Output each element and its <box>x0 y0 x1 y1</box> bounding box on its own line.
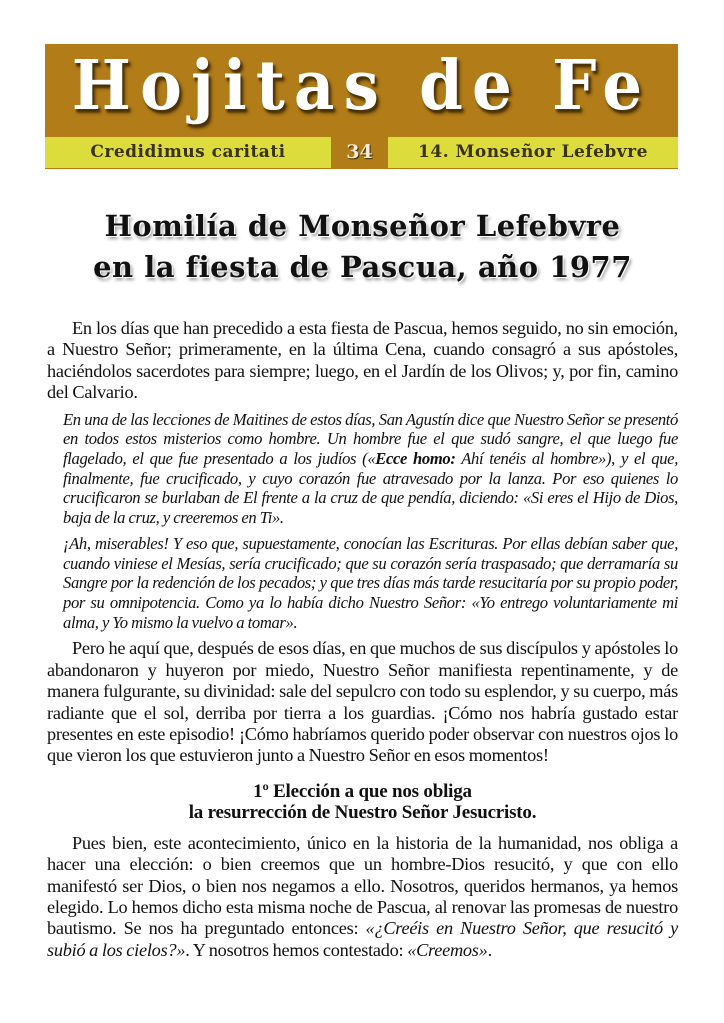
quote-block-2: ¡Ah, miserables! Y eso que, supuestamente, conocían las Escrituras. Por ellas debían saber que, cuando viniese el Mesías, sería crucificado; que su corazón sería traspasado; que derramaría su Sangre por la redención de los pecados; y que tres días más tarde resucitaría por su propio poder, por su omnipotencia. Como ya lo había dicho Nuestro Señor: «Yo entrego voluntariamente mi alma, y Yo mismo la vuelvo a tomar». <box>63 533 678 632</box>
quote-block-1 <box>63 410 678 528</box>
paragraph-2: Pero he aquí que, después de esos días, en que muchos de sus discípulos y apóstoles lo abandonaron y huyeron por miedo, Nuestro Señor manifiesta repentinamente, y de manera fulgurante, su divinidad: sale del sepulcro con todo su esplendor, y su cuerpo, más radiante que el sol, derriba por tierra a los guardias. ¡Cómo nos habría gustado estar presentes en este episodio! ¡Cómo habríamos querido poder observar con nuestros ojos lo que vieron los que estuvieron junto a Nuestro Señor en esos momentos! <box>47 638 678 766</box>
paragraph-3 <box>47 833 678 961</box>
quote-1-text-a: En una de las lecciones de Maitines de estos días, San Agustín dice que Nuestro Señor se presentó en todos estos misterios como hombre. Un hombre fue el que sudó sangre, el que luego fue flagelado, el que fue presentado a los judíos (« <box>63 409 678 469</box>
series-motto: Credidimus caritati <box>45 137 331 168</box>
paragraph-3-question: «¿Creéis en Nuestro Señor, que resucitó y subió a los cielos?» <box>47 918 678 960</box>
paragraph-3-text-a: Pues bien, este acontecimiento, único en la historia de la humanidad, nos obliga a hacer una elección: o bien creemos que un hombre-Dios resucitó, y que con ello manifestó ser Dios, o bien nos negamos a ello. Nosotros, queridos hermanos, ya hemos elegido. Lo hemos dicho esta misma noche de Pascua, al renovar las promesas de nuestro bautismo. Se nos ha preguntado entonces: <box>47 832 678 939</box>
article-title-line-2: en la fiesta de Pascua, año 1977 <box>93 250 632 284</box>
series-subtitle: 14. Monseñor Lefebvre <box>388 137 678 168</box>
paragraph-3-text-c: . <box>487 939 492 960</box>
quote-1-emphasis: Ecce homo: <box>375 449 456 469</box>
publication-title: Hojitas de Fe <box>71 46 652 126</box>
masthead <box>45 44 678 169</box>
section-heading-line-1: 1º Elección a que nos obliga <box>253 780 472 802</box>
quote-1-text-b: Ahí tenéis al hombre»), y el que, finalmente, fue crucificado, y cuyo corazón fue atravesado por la lanza. Por eso quienes lo crucificaron se burlaban de El frente a la cruz de que pendía, diciendo: «Si eres el Hijo de Dios, baja de la cruz, y creeremos en Ti». <box>63 449 678 528</box>
issue-number: 34 <box>346 141 373 163</box>
section-heading <box>47 781 678 823</box>
article-title <box>47 206 678 288</box>
paragraph-3-text-b: . Y nosotros hemos contestado: <box>185 939 408 960</box>
paragraph-3-answer: «Creemos» <box>407 939 488 960</box>
article-body <box>47 318 678 967</box>
article-title-line-1: Homilía de Monseñor Lefebvre <box>104 209 621 243</box>
section-heading-line-2: la resurrección de Nuestro Señor Jesucristo. <box>188 801 537 823</box>
paragraph-1: En los días que han precedido a esta fiesta de Pascua, hemos seguido, no sin emoción, a Nuestro Señor; primeramente, en la última Cena, cuando consagró a sus apóstoles, haciéndolos sacerdotes para siempre; luego, en el Jardín de los Olivos; y, por fin, camino del Calvario. <box>47 318 678 403</box>
